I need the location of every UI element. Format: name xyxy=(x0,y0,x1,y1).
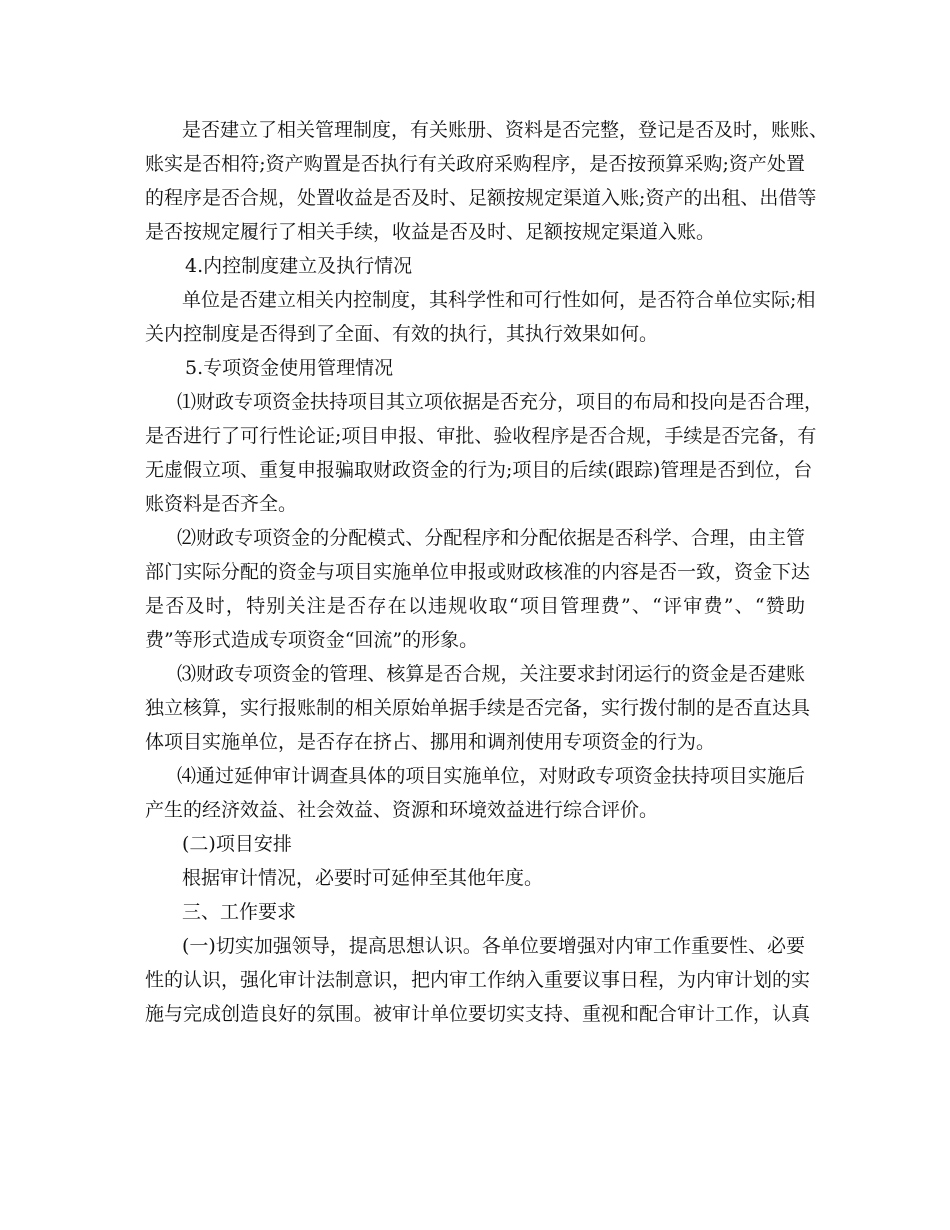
paragraph-line: 关内控制度是否得到了全面、有效的执行，其执行效果如何。 xyxy=(145,323,659,345)
paragraph-line: 费”等形式造成专项资金“回流”的形象。 xyxy=(145,629,479,651)
section-heading: (二)项目安排 xyxy=(182,833,292,855)
paragraph-line: 性的认识，强化审计法制意识，把内审工作纳入重要议事日程，为内审计划的实 xyxy=(145,969,811,991)
paragraph-line: 是否进行了可行性论证;项目申报、审批、验收程序是否合规，手续是否完备，有 xyxy=(145,425,817,447)
paragraph-line: 产生的经济效益、社会效益、资源和环境效益进行综合评价。 xyxy=(145,799,659,821)
paragraph-line: ⑷通过延伸审计调查具体的项目实施单位，对财政专项资金扶持项目实施后 xyxy=(177,765,805,787)
paragraph-line: 独立核算，实行报账制的相关原始单据手续是否完备，实行拨付制的是否直达具 xyxy=(145,697,811,719)
paragraph-line: 部门实际分配的资金与项目实施单位申报或财政核准的内容是否一致，资金下达 xyxy=(145,561,811,583)
paragraph-line: ⑶财政专项资金的管理、核算是否合规，关注要求封闭运行的资金是否建账 xyxy=(177,663,805,685)
paragraph-line: 施与完成创造良好的氛围。被审计单位要切实支持、重视和配合审计工作，认真 xyxy=(145,1003,811,1025)
section-heading: 4.内控制度建立及执行情况 xyxy=(185,255,413,277)
section-heading: 5.专项资金使用管理情况 xyxy=(185,357,394,379)
paragraph-line: 是否按规定履行了相关手续，收益是否及时、足额按规定渠道入账。 xyxy=(145,221,716,243)
paragraph-line: 是否及时，特别关注是否存在以违规收取“项目管理费”、“评审费”、“赞助 xyxy=(145,595,805,617)
paragraph-line: 账实是否相符;资产购置是否执行有关政府采购程序，是否按预算采购;资产处置 xyxy=(145,153,805,175)
paragraph-line: ⑴财政专项资金扶持项目其立项依据是否充分，项目的布局和投向是否合理， xyxy=(177,391,824,413)
paragraph-line: 是否建立了相关管理制度，有关账册、资料是否完整，登记是否及时，账账、 xyxy=(182,119,829,141)
paragraph-line: 根据审计情况，必要时可延伸至其他年度。 xyxy=(182,867,544,889)
paragraph-line: 无虚假立项、重复申报骗取财政资金的行为;项目的后续(跟踪)管理是否到位，台 xyxy=(145,459,813,481)
paragraph-line: ⑵财政专项资金的分配模式、分配程序和分配依据是否科学、合理，由主管 xyxy=(177,527,805,549)
paragraph-line: 体项目实施单位，是否存在挤占、挪用和调剂使用专项资金的行为。 xyxy=(145,731,716,753)
section-heading: 三、工作要求 xyxy=(182,901,297,923)
paragraph-line: 的程序是否合规，处置收益是否及时、足额按规定渠道入账;资产的出租、出借等 xyxy=(145,187,817,209)
document-body xyxy=(145,113,829,1031)
paragraph-line: (一)切实加强领导，提高思想认识。各单位要增强对内审工作重要性、必要 xyxy=(182,935,805,957)
paragraph-line: 单位是否建立相关内控制度，其科学性和可行性如何，是否符合单位实际;相 xyxy=(182,289,816,311)
paragraph-line: 账资料是否齐全。 xyxy=(145,493,298,515)
